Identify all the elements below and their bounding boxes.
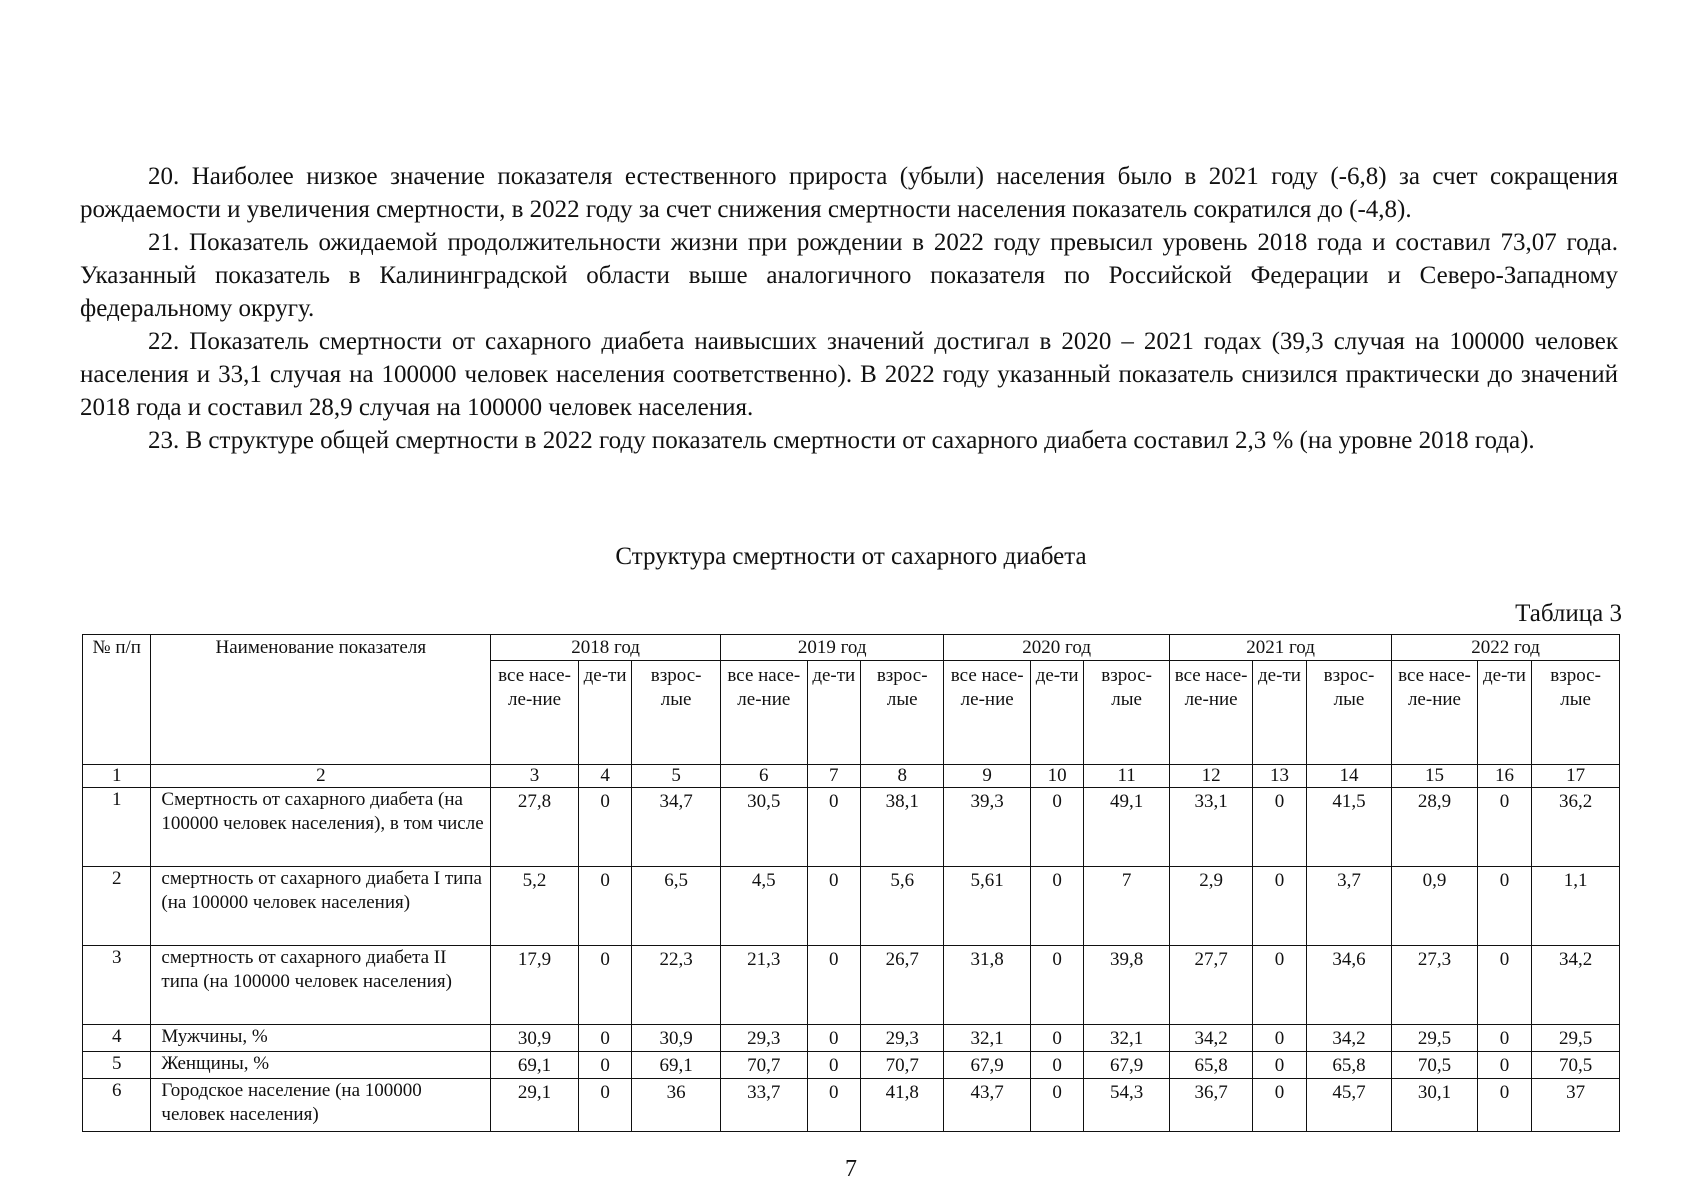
table-cell: 2,9 — [1169, 867, 1252, 946]
header-subcolumn: взрос-лые — [632, 661, 721, 765]
table-cell: 3,7 — [1306, 867, 1392, 946]
header-subcolumn: де-ти — [578, 661, 631, 765]
table-cell: 37 — [1532, 1079, 1620, 1132]
row-number: 3 — [83, 946, 151, 1025]
table-cell: 6,5 — [632, 867, 721, 946]
header-subcolumn: де-ти — [807, 661, 860, 765]
table-cell: 0 — [1477, 788, 1532, 867]
column-number: 2 — [151, 765, 491, 788]
table-cell: 5,61 — [944, 867, 1031, 946]
table-row — [83, 1052, 1620, 1079]
table-cell: 65,8 — [1306, 1052, 1392, 1079]
table-cell: 0 — [578, 1052, 631, 1079]
row-indicator-name: смертность от сахарного диабета I типа (на 100000 человек населения) — [151, 867, 491, 946]
table-cell: 0 — [807, 946, 860, 1025]
table-cell: 34,2 — [1169, 1025, 1252, 1052]
table-cell: 29,5 — [1392, 1025, 1477, 1052]
table-cell: 0 — [1253, 1025, 1306, 1052]
table-row — [83, 946, 1620, 1025]
column-number: 3 — [491, 765, 579, 788]
table-cell: 30,9 — [632, 1025, 721, 1052]
column-number: 10 — [1030, 765, 1083, 788]
table-cell: 0 — [1030, 1079, 1083, 1132]
table-cell: 32,1 — [1084, 1025, 1170, 1052]
table-cell: 70,5 — [1392, 1052, 1477, 1079]
header-year: 2022 год — [1392, 635, 1620, 661]
table-cell: 5,6 — [861, 867, 944, 946]
table-cell: 0 — [1030, 1025, 1083, 1052]
header-subcolumn: все насе-ле-ние — [944, 661, 1031, 765]
column-number: 8 — [861, 765, 944, 788]
header-subcolumn: взрос-лые — [861, 661, 944, 765]
table-row — [83, 1025, 1620, 1052]
table-cell: 0 — [578, 867, 631, 946]
table-cell: 0 — [578, 788, 631, 867]
table-cell: 0 — [807, 1079, 860, 1132]
header-subcolumn: де-ти — [1030, 661, 1083, 765]
table-cell: 30,5 — [721, 788, 808, 867]
table-cell: 49,1 — [1084, 788, 1170, 867]
table-cell: 0 — [1477, 867, 1532, 946]
header-year: 2021 год — [1169, 635, 1391, 661]
table-cell: 67,9 — [944, 1052, 1031, 1079]
row-indicator-name: смертность от сахарного диабета II типа (на 100000 человек населения) — [151, 946, 491, 1025]
column-number: 17 — [1532, 765, 1620, 788]
table-cell: 43,7 — [944, 1079, 1031, 1132]
table-cell: 70,7 — [861, 1052, 944, 1079]
column-number: 11 — [1084, 765, 1170, 788]
table-cell: 0 — [1030, 867, 1083, 946]
table-cell: 41,8 — [861, 1079, 944, 1132]
table-cell: 1,1 — [1532, 867, 1620, 946]
row-number: 4 — [83, 1025, 151, 1052]
table-cell: 0 — [807, 867, 860, 946]
table-cell: 33,7 — [721, 1079, 808, 1132]
table-row — [83, 1079, 1620, 1132]
row-number: 5 — [83, 1052, 151, 1079]
table-cell: 0 — [1253, 1079, 1306, 1132]
body-text — [80, 160, 1618, 457]
table-cell: 0 — [1253, 867, 1306, 946]
paragraph-23: 23. В структуре общей смертности в 2022 году показатель смертности от сахарного диабета составил 2,3 % (на уровне 2018 года). — [148, 427, 1535, 454]
table-cell: 34,6 — [1306, 946, 1392, 1025]
column-number: 1 — [83, 765, 151, 788]
header-subcolumn: все насе-ле-ние — [721, 661, 808, 765]
table-cell: 27,8 — [491, 788, 579, 867]
table-cell: 0 — [1477, 1052, 1532, 1079]
header-number: № п/п — [83, 635, 151, 765]
column-number: 16 — [1477, 765, 1532, 788]
row-number: 2 — [83, 867, 151, 946]
table-cell: 69,1 — [632, 1052, 721, 1079]
table-cell: 0 — [807, 1025, 860, 1052]
column-number: 4 — [578, 765, 631, 788]
header-subcolumn: де-ти — [1477, 661, 1532, 765]
paragraph-20: 20. Наиболее низкое значение показателя естественного прироста (убыли) населения было в 2021 году (-6,8) за счет сокращения рождаемости и увеличения смертности, в 2022 году за счет снижения смертности населения показатель сократился до (-4,8). — [80, 163, 1618, 223]
table-cell: 31,8 — [944, 946, 1031, 1025]
table-number: Таблица 3 — [1515, 600, 1622, 627]
column-number: 15 — [1392, 765, 1477, 788]
header-year: 2018 год — [491, 635, 721, 661]
table-cell: 29,1 — [491, 1079, 579, 1132]
table-cell: 32,1 — [944, 1025, 1031, 1052]
column-number: 6 — [721, 765, 808, 788]
table-cell: 45,7 — [1306, 1079, 1392, 1132]
table-cell: 38,1 — [861, 788, 944, 867]
paragraph-21: 21. Показатель ожидаемой продолжительности жизни при рождении в 2022 году превысил уровень 2018 года и составил 73,07 года. Указанный показатель в Калининградской области выше аналогичного показателя по Российской Федерации и Северо-Западному федеральному округу. — [80, 229, 1618, 322]
table-cell: 0 — [1477, 1025, 1532, 1052]
header-subcolumn: взрос-лые — [1532, 661, 1620, 765]
table-row — [83, 788, 1620, 867]
table-cell: 34,2 — [1532, 946, 1620, 1025]
table-cell: 70,5 — [1532, 1052, 1620, 1079]
table-cell: 65,8 — [1169, 1052, 1252, 1079]
table-cell: 33,1 — [1169, 788, 1252, 867]
table-cell: 39,8 — [1084, 946, 1170, 1025]
table-cell: 34,7 — [632, 788, 721, 867]
table-cell: 27,3 — [1392, 946, 1477, 1025]
table-cell: 29,3 — [861, 1025, 944, 1052]
table-cell: 27,7 — [1169, 946, 1252, 1025]
table-cell: 0 — [1253, 788, 1306, 867]
table-cell: 30,9 — [491, 1025, 579, 1052]
column-number: 5 — [632, 765, 721, 788]
table-cell: 28,9 — [1392, 788, 1477, 867]
table-cell: 36,2 — [1532, 788, 1620, 867]
table-cell: 0 — [807, 788, 860, 867]
table-cell: 5,2 — [491, 867, 579, 946]
table-cell: 0 — [1030, 1052, 1083, 1079]
table-cell: 29,3 — [721, 1025, 808, 1052]
header-subcolumn: все насе-ле-ние — [1392, 661, 1477, 765]
table-cell: 0 — [578, 1025, 631, 1052]
table-cell: 36 — [632, 1079, 721, 1132]
table-cell: 69,1 — [491, 1052, 579, 1079]
table-cell: 30,1 — [1392, 1079, 1477, 1132]
table-cell: 26,7 — [861, 946, 944, 1025]
table-cell: 0 — [578, 1079, 631, 1132]
column-number: 13 — [1253, 765, 1306, 788]
table-cell: 22,3 — [632, 946, 721, 1025]
table-title: Структура смертности от сахарного диабета — [615, 543, 1087, 570]
table-cell: 0 — [807, 1052, 860, 1079]
table-cell: 21,3 — [721, 946, 808, 1025]
table-cell: 0 — [1477, 946, 1532, 1025]
header-indicator-name: Наименование показателя — [151, 635, 491, 765]
mortality-table — [82, 634, 1620, 1132]
table-cell: 0 — [1477, 1079, 1532, 1132]
column-number: 7 — [807, 765, 860, 788]
table-cell: 17,9 — [491, 946, 579, 1025]
table-cell: 0 — [1030, 946, 1083, 1025]
page-number: 7 — [845, 1156, 857, 1182]
header-subcolumn: все насе-ле-ние — [491, 661, 579, 765]
header-year: 2020 год — [944, 635, 1170, 661]
table-cell: 29,5 — [1532, 1025, 1620, 1052]
row-indicator-name: Городское население (на 100000 человек населения) — [151, 1079, 491, 1132]
table-cell: 0 — [1253, 946, 1306, 1025]
table-cell: 0,9 — [1392, 867, 1477, 946]
header-subcolumn: де-ти — [1253, 661, 1306, 765]
row-number: 6 — [83, 1079, 151, 1132]
column-number: 14 — [1306, 765, 1392, 788]
header-subcolumn: все насе-ле-ние — [1169, 661, 1252, 765]
table-cell: 36,7 — [1169, 1079, 1252, 1132]
column-number: 12 — [1169, 765, 1252, 788]
table-cell: 0 — [578, 946, 631, 1025]
table-cell: 4,5 — [721, 867, 808, 946]
table-cell: 54,3 — [1084, 1079, 1170, 1132]
row-indicator-name: Смертность от сахарного диабета (на 100000 человек населения), в том числе — [151, 788, 491, 867]
row-indicator-name: Мужчины, % — [151, 1025, 491, 1052]
header-subcolumn: взрос-лые — [1084, 661, 1170, 765]
table-cell: 67,9 — [1084, 1052, 1170, 1079]
table-row — [83, 867, 1620, 946]
table-cell: 34,2 — [1306, 1025, 1392, 1052]
row-indicator-name: Женщины, % — [151, 1052, 491, 1079]
table-cell: 7 — [1084, 867, 1170, 946]
table-cell: 39,3 — [944, 788, 1031, 867]
paragraph-22: 22. Показатель смертности от сахарного диабета наивысших значений достигал в 2020 – 2021 годах (39,3 случая на 100000 человек населения и 33,1 случая на 100000 человек населения соответственно). В 2022 году указанный показатель снизился практически до значений 2018 года и составил 28,9 случая на 100000 человек населения. — [80, 328, 1618, 421]
table-cell: 0 — [1253, 1052, 1306, 1079]
table-cell: 70,7 — [721, 1052, 808, 1079]
table-cell: 0 — [1030, 788, 1083, 867]
header-year: 2019 год — [721, 635, 944, 661]
row-number: 1 — [83, 788, 151, 867]
column-number: 9 — [944, 765, 1031, 788]
header-subcolumn: взрос-лые — [1306, 661, 1392, 765]
table-cell: 41,5 — [1306, 788, 1392, 867]
